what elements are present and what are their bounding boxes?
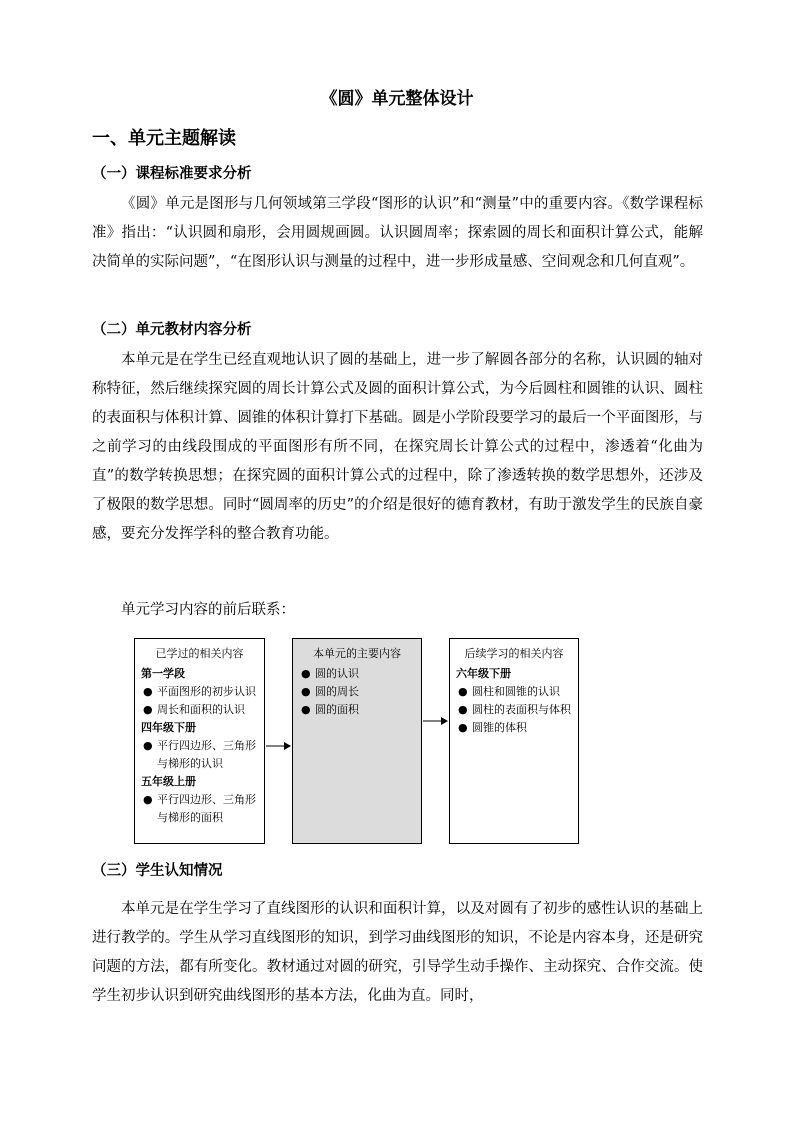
paragraph-content-analysis: 本单元是在学生已经直观地认识了圆的基础上，进一步了解圆各部分的名称，认识圆的轴对称特征，然后继续探究圆的周长计算公式及圆的面积计算公式，为今后圆柱和圆锥的认识、圆柱的表面积与体积计算、圆锥的体积计算打下基础。圆是小学阶段要学习的最后一个平面图形，与之前学习的由线段围成的平面图形有所不同，在探究周长计算公式的过程中，渗透着“化曲为直”的数学转换思想；在探究圆的面积计算公式的过程中，除了渗透转换的数学思想外，还涉及了极限的数学思想。同时“圆周率的历史”的介绍是很好的德育教材，有助于激发学生的民族自豪感，要充分发挥学科的整合教育功能。	[92, 352, 703, 542]
arrow-right-icon	[266, 741, 292, 751]
future-learning-title: 后续学习的相关内容	[464, 647, 564, 660]
bullet-icon: ●	[143, 739, 153, 752]
bullet-icon: ●	[458, 703, 468, 716]
list-item: ● 平行四边形、三角形与梯形的认识	[143, 739, 256, 770]
list-item: ● 圆锥的体积	[456, 719, 572, 737]
bullet-icon: ●	[143, 685, 153, 698]
bullet-icon: ●	[458, 685, 468, 698]
bullet-icon: ●	[143, 703, 153, 716]
prior-knowledge-box	[134, 638, 265, 844]
list-item: ● 圆的面积	[299, 701, 415, 719]
list-item: ● 平行四边形、三角形与梯形的面积	[143, 793, 256, 824]
diagram-caption: 单元学习内容的前后联系：	[121, 602, 295, 618]
bullet-icon: ●	[301, 703, 311, 716]
list-item: ● 圆柱和圆锥的认识	[456, 683, 572, 701]
paragraph-curriculum-standard: 《圆》单元是图形与几何领域第三学段“图形的认识”和“测量”中的重要内容。《数学课程标准》指出：“认识圆和扇形，会用圆规画圆。认识圆周率；探索圆的周长和面积计算公式，能解决简单的实际问题”，“在图形认识与测量的过程中，进一步形成量感、空间观念和几何直观”。	[92, 196, 703, 270]
subsection-heading-1: （一）课程标准要求分析	[92, 166, 252, 182]
page-title: 《圆》单元整体设计	[320, 89, 474, 109]
prior-knowledge-title: 已学过的相关内容	[155, 647, 244, 660]
paragraph-student-cognition: 本单元是在学生学习了直线图形的认识和面积计算，以及对圆有了初步的感性认识的基础上进行教学的。学生从学习直线图形的知识，到学习曲线图形的知识，不论是内容本身，还是研究问题的方法，都有所变化。教材通过对圆的研究，引导学生动手操作、主动探究、合作交流。使学生初步认识到研究曲线图形的基本方法，化曲为直。同时，	[92, 901, 703, 1004]
grade-label: 六年级下册	[456, 667, 511, 680]
current-unit-box	[292, 638, 422, 844]
grade-label: 四年级下册	[141, 721, 196, 734]
grade-label: 五年级上册	[141, 775, 196, 788]
bullet-icon: ●	[301, 667, 311, 680]
list-item: ● 圆的周长	[299, 683, 415, 701]
subsection-heading-3: （三）学生认知情况	[92, 863, 223, 879]
grade-label: 第一学段	[141, 667, 185, 680]
section-heading-1: 一、单元主题解读	[92, 128, 236, 149]
bullet-icon: ●	[458, 721, 468, 734]
bullet-icon: ●	[143, 793, 153, 806]
future-learning-box	[449, 638, 579, 844]
list-item: ● 平面图形的初步认识	[141, 683, 258, 701]
arrow-right-icon	[423, 716, 449, 726]
subsection-heading-2: （二）单元教材内容分析	[92, 322, 252, 338]
current-unit-title: 本单元的主要内容	[313, 647, 401, 660]
list-item: ● 圆柱的表面积与体积	[456, 701, 572, 719]
list-item: ● 周长和面积的认识	[141, 701, 258, 719]
bullet-icon: ●	[301, 685, 311, 698]
list-item: ● 圆的认识	[299, 665, 415, 683]
